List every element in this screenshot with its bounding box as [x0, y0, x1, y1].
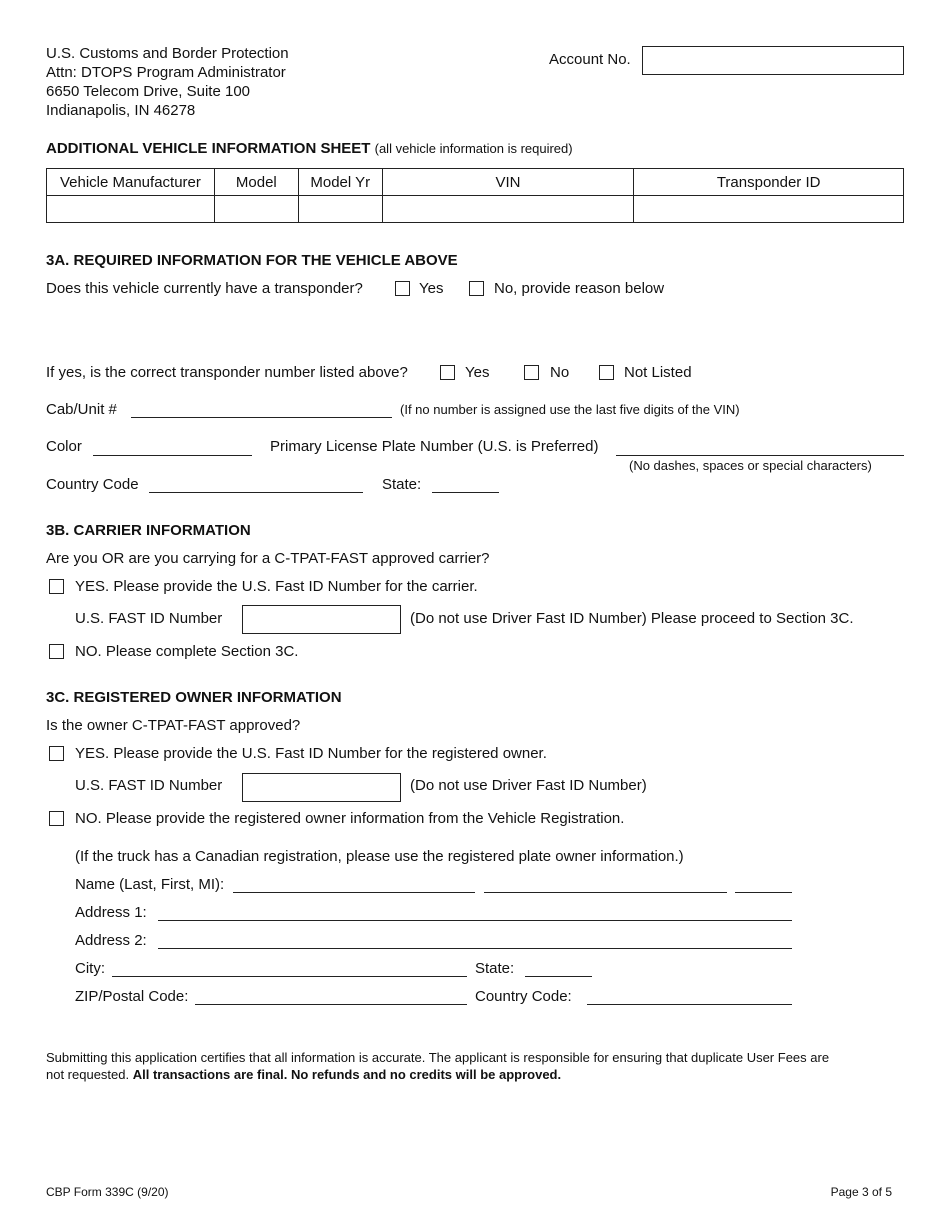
- last-name-input[interactable]: [233, 892, 475, 893]
- transponder-no-checkbox[interactable]: [469, 281, 484, 296]
- sheet-title-row: [46, 140, 573, 157]
- cab-unit-label: Cab/Unit #: [46, 401, 117, 418]
- middle-initial-input[interactable]: [735, 892, 792, 893]
- not-listed-label: Not Listed: [624, 364, 692, 381]
- carrier-fast-id-label: U.S. FAST ID Number: [75, 610, 223, 627]
- address1-label: Address 1:: [75, 904, 147, 921]
- transponder-yes-label: Yes: [419, 280, 444, 297]
- certify-line-2: [46, 1067, 561, 1082]
- correct-yes-label: Yes: [465, 364, 490, 381]
- address-line-4: Indianapolis, IN 46278: [46, 102, 196, 119]
- not-listed-checkbox[interactable]: [599, 365, 614, 380]
- vin-input[interactable]: [382, 196, 634, 223]
- sheet-title: ADDITIONAL VEHICLE INFORMATION SHEET: [46, 140, 371, 157]
- correct-no-label: No: [550, 364, 570, 381]
- owner-no-text: NO. Please provide the registered owner information from the Vehicle Registration.: [75, 810, 625, 827]
- plate-number-input[interactable]: [616, 455, 904, 456]
- account-number-input[interactable]: [642, 46, 904, 75]
- carrier-fast-id-input[interactable]: [242, 605, 401, 634]
- carrier-question: Are you OR are you carrying for a C-TPAT-FAST approved carrier?: [46, 550, 490, 567]
- address-line-2: Attn: DTOPS Program Administrator: [46, 64, 286, 81]
- state-input[interactable]: [432, 492, 499, 493]
- owner-question: Is the owner C-TPAT-FAST approved?: [46, 717, 301, 734]
- address-line-3: 6650 Telecom Drive, Suite 100: [46, 83, 251, 100]
- section-3b-heading: 3B. CARRIER INFORMATION: [46, 522, 251, 539]
- vehicle-table-row: [47, 196, 904, 223]
- cab-unit-input[interactable]: [131, 417, 392, 418]
- canadian-note: (If the truck has a Canadian registration, please use the registered plate owner information.): [75, 848, 684, 865]
- vehicle-table-header: [47, 169, 904, 196]
- owner-yes-text: YES. Please provide the U.S. Fast ID Number for the registered owner.: [75, 745, 547, 762]
- owner-country-label: Country Code:: [475, 988, 572, 1005]
- correct-yes-checkbox[interactable]: [440, 365, 455, 380]
- owner-fast-id-input[interactable]: [242, 773, 401, 802]
- owner-state-label: State:: [475, 960, 515, 977]
- color-label: Color: [46, 438, 82, 455]
- vehicle-manufacturer-input[interactable]: [47, 196, 215, 223]
- zip-input[interactable]: [195, 1004, 467, 1005]
- address2-input[interactable]: [158, 948, 792, 949]
- city-label: City:: [75, 960, 105, 977]
- col-model: Model: [214, 169, 298, 196]
- plate-note: (No dashes, spaces or special characters): [629, 458, 872, 473]
- transponder-no-label: No, provide reason below: [494, 280, 665, 297]
- owner-state-input[interactable]: [525, 976, 592, 977]
- transponder-id-input[interactable]: [634, 196, 904, 223]
- zip-label: ZIP/Postal Code:: [75, 988, 189, 1005]
- carrier-no-text: NO. Please complete Section 3C.: [75, 643, 299, 660]
- owner-yes-checkbox[interactable]: [49, 746, 64, 761]
- transponder-yes-checkbox[interactable]: [395, 281, 410, 296]
- address1-input[interactable]: [158, 920, 792, 921]
- address2-label: Address 2:: [75, 932, 147, 949]
- plate-label: Primary License Plate Number (U.S. is Preferred): [270, 438, 599, 455]
- state-label: State:: [382, 476, 422, 493]
- transponder-question: Does this vehicle currently have a transponder?: [46, 280, 363, 297]
- col-vehicle-manufacturer: Vehicle Manufacturer: [47, 169, 215, 196]
- model-yr-input[interactable]: [298, 196, 382, 223]
- certify-line-1: Submitting this application certifies that all information is accurate. The applicant is responsible for ensuring that duplicate User Fees are: [46, 1050, 830, 1065]
- carrier-no-checkbox[interactable]: [49, 644, 64, 659]
- section-3a-heading: 3A. REQUIRED INFORMATION FOR THE VEHICLE ABOVE: [46, 252, 458, 269]
- owner-fast-id-note: (Do not use Driver Fast ID Number): [410, 777, 647, 794]
- first-name-input[interactable]: [484, 892, 727, 893]
- sheet-subtitle: (all vehicle information is required): [374, 141, 573, 156]
- section-3c-heading: 3C. REGISTERED OWNER INFORMATION: [46, 689, 342, 706]
- form-id: CBP Form 339C (9/20): [46, 1185, 169, 1199]
- country-code-label: Country Code: [46, 476, 139, 493]
- col-transponder-id: Transponder ID: [634, 169, 904, 196]
- vehicle-table: [46, 168, 904, 223]
- carrier-yes-text: YES. Please provide the U.S. Fast ID Number for the carrier.: [75, 578, 478, 595]
- city-input[interactable]: [112, 976, 467, 977]
- model-input[interactable]: [214, 196, 298, 223]
- correct-transponder-question: If yes, is the correct transponder number listed above?: [46, 364, 408, 381]
- correct-no-checkbox[interactable]: [524, 365, 539, 380]
- owner-no-checkbox[interactable]: [49, 811, 64, 826]
- col-vin: VIN: [382, 169, 634, 196]
- country-code-input[interactable]: [149, 492, 363, 493]
- account-label: Account No.: [549, 51, 631, 68]
- owner-fast-id-label: U.S. FAST ID Number: [75, 777, 223, 794]
- page-number: Page 3 of 5: [830, 1185, 892, 1199]
- col-model-yr: Model Yr: [298, 169, 382, 196]
- certify-line-2-text: not requested.: [46, 1067, 133, 1082]
- color-input[interactable]: [93, 455, 252, 456]
- address-line-1: U.S. Customs and Border Protection: [46, 45, 289, 62]
- certify-line-2-bold: All transactions are final. No refunds and no credits will be approved.: [132, 1067, 562, 1082]
- carrier-fast-id-note: (Do not use Driver Fast ID Number) Please proceed to Section 3C.: [410, 610, 854, 627]
- carrier-yes-checkbox[interactable]: [49, 579, 64, 594]
- cab-unit-note: (If no number is assigned use the last five digits of the VIN): [400, 402, 740, 417]
- name-label: Name (Last, First, MI):: [75, 876, 225, 893]
- owner-country-input[interactable]: [587, 1004, 792, 1005]
